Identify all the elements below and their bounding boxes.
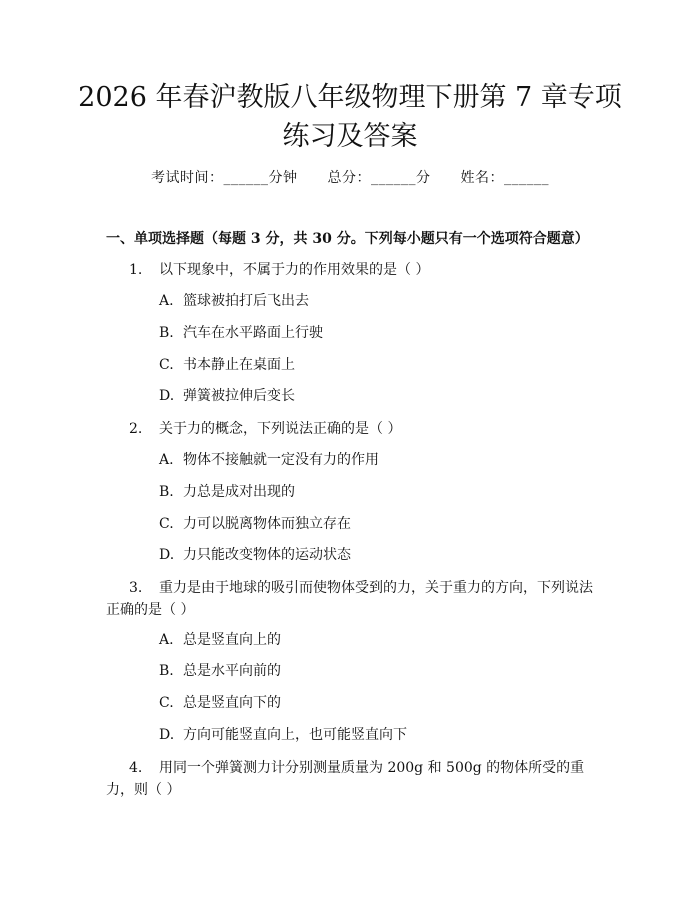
option-letter: D. [159, 547, 175, 563]
question-2-option-b [159, 482, 295, 502]
option-letter: B. [159, 663, 174, 679]
question-3-option-b [159, 661, 281, 681]
question-2 [106, 418, 602, 440]
option-text: 总是竖直向上的 [183, 632, 281, 648]
option-letter: D. [159, 388, 175, 404]
section-heading: 一、单项选择题（每题 3 分，共 30 分。下列每小题只有一个选项符合题意） [106, 231, 589, 247]
option-letter: A. [159, 632, 174, 648]
student-name-field: 姓名：______ [460, 170, 549, 186]
question-text: 以下现象中，不属于力的作用效果的是（ ） [159, 262, 430, 278]
total-score-field: 总分：______分 [327, 170, 431, 186]
option-letter: A. [159, 293, 174, 309]
question-text: 重力是由于地球的吸引而使物体受到的力，关于重力的方向，下列说法正确的是（ ） [106, 580, 593, 618]
exam-meta-line [0, 168, 700, 188]
option-text: 力可以脱离物体而独立存在 [183, 516, 351, 532]
option-text: 总是竖直向下的 [183, 695, 281, 711]
question-1 [106, 259, 602, 281]
question-4 [106, 757, 602, 801]
question-2-option-c [159, 514, 351, 534]
question-1-option-a [159, 291, 309, 311]
option-text: 力只能改变物体的运动状态 [183, 547, 351, 563]
option-letter: B. [159, 325, 174, 341]
option-letter: D. [159, 727, 175, 743]
question-3-option-d [159, 725, 407, 745]
question-1-option-c [159, 355, 295, 375]
option-text: 篮球被拍打后飞出去 [183, 293, 309, 309]
question-text: 用同一个弹簧测力计分别测量质量为 200g 和 500g 的物体所受的重力，则（ ） [106, 760, 585, 798]
question-2-option-d [159, 545, 351, 565]
option-text: 力总是成对出现的 [183, 484, 295, 500]
option-text: 弹簧被拉伸后变长 [183, 388, 295, 404]
option-text: 汽车在水平路面上行驶 [183, 325, 323, 341]
option-letter: C. [159, 516, 174, 532]
option-letter: A. [159, 452, 174, 468]
option-text: 物体不接触就一定没有力的作用 [183, 452, 379, 468]
option-letter: C. [159, 357, 174, 373]
question-3-option-a [159, 630, 281, 650]
document-title-line-1: 2026 年春沪教版八年级物理下册第 7 章专项 [78, 82, 622, 113]
question-text: 关于力的概念，下列说法正确的是（ ） [159, 421, 402, 437]
option-text: 方向可能竖直向上，也可能竖直向下 [183, 727, 407, 743]
option-letter: B. [159, 484, 174, 500]
exam-time-field: 考试时间：______分钟 [151, 170, 298, 186]
question-number: 3. [129, 580, 143, 596]
document-title-line-2: 练习及答案 [282, 121, 418, 152]
question-3-option-c [159, 693, 281, 713]
question-1-option-d [159, 386, 295, 406]
option-text: 书本静止在桌面上 [183, 357, 295, 373]
question-number: 4. [129, 760, 143, 776]
question-number: 1. [129, 262, 143, 278]
question-2-option-a [159, 450, 379, 470]
option-letter: C. [159, 695, 174, 711]
question-3 [106, 577, 602, 621]
question-1-option-b [159, 323, 323, 343]
option-text: 总是水平向前的 [183, 663, 281, 679]
question-number: 2. [129, 421, 143, 437]
